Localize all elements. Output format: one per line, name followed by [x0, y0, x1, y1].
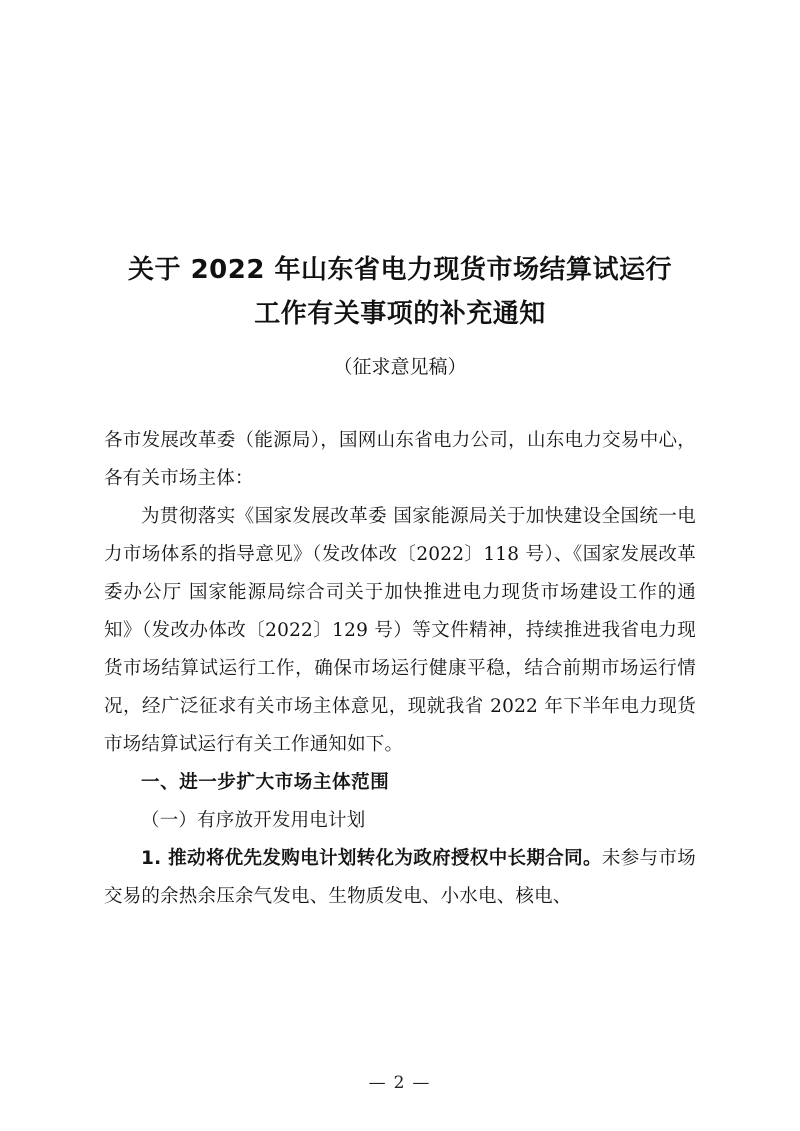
- page-title-line-1: 关于 2022 年山东省电力现货市场结算试运行: [128, 255, 672, 285]
- footer-dash-right: —: [412, 1073, 432, 1093]
- footer-page-value: 2: [393, 1073, 407, 1093]
- document-subtitle: （征求意见稿）: [333, 356, 467, 378]
- page-title: [104, 0, 696, 336]
- page-title-line-2: 工作有关事项的补充通知: [254, 299, 546, 329]
- subsection-heading-1-1: （一）有序放开发用电计划: [141, 810, 366, 831]
- section-heading-1: 一、进一步扩大市场主体范围: [141, 772, 390, 793]
- paragraph-recipients: 各市发展改革委（能源局），国网山东省电力公司，山东电力交易中心，各有关市场主体：: [104, 430, 696, 489]
- item-1-bold-lead: 1. 推动将优先发购电计划转化为政府授权中长期合同。: [141, 848, 602, 869]
- item-1-text: 未参与市场交易的余热余压余气发电、生物质发电、小水电、核电、: [104, 848, 696, 907]
- page-footer-number: [0, 1073, 800, 1093]
- document-body: [104, 422, 696, 916]
- paragraph-item-1: [104, 840, 696, 916]
- footer-dash-left: —: [368, 1073, 388, 1093]
- paragraph-preamble: 为贯彻落实《国家发展改革委 国家能源局关于加快建设全国统一电力市场体系的指导意见》（发改体改〔2022〕118 号）、《国家发展改革委办公厅 国家能源局综合司关于加快推进电力现货市场建设工作的通知》（发改办体改〔2022〕129 号）等文件精神，持续推进我省电力现货市场结算试运行工作，确保市场运行健康平稳，结合前期市场运行情况，经广泛征求有关市场主体意见，现就我省 2022 年下半年电力现货市场结算试运行有关工作通知如下。: [104, 506, 696, 755]
